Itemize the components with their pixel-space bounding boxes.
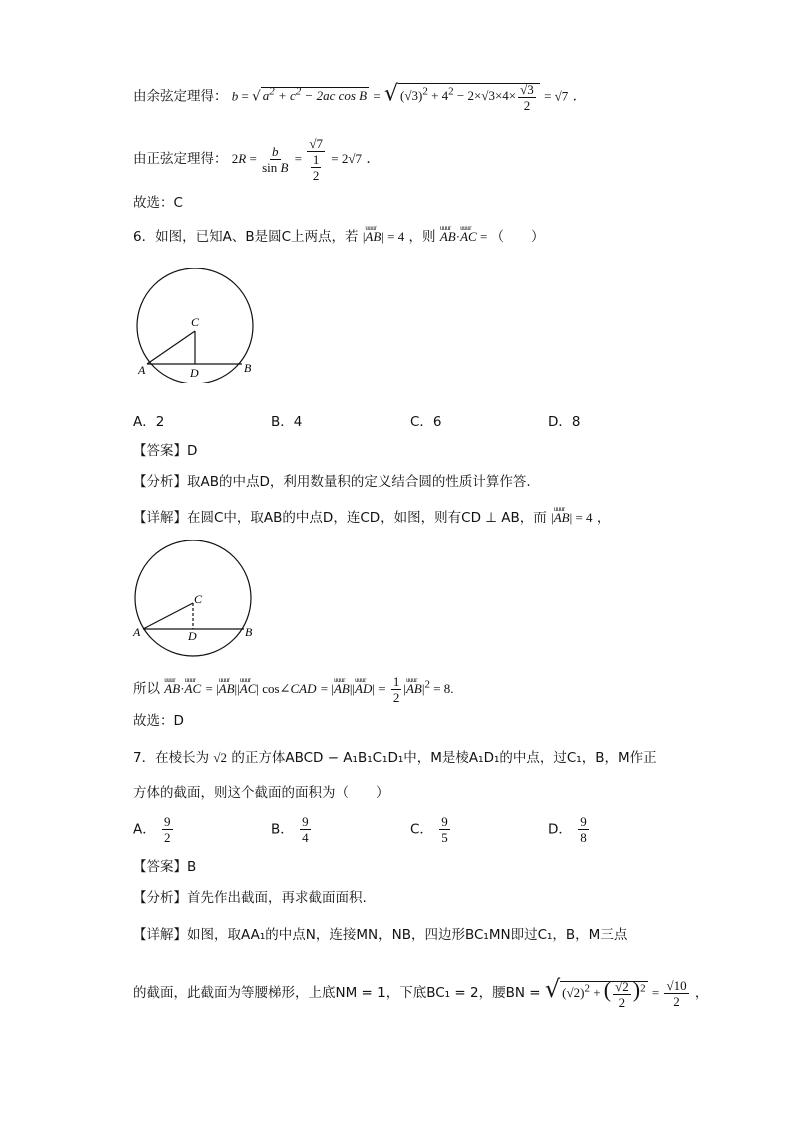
q6-analysis-text: 【分析】取AB的中点D，利用数量积的定义结合圆的性质计算作答.: [133, 474, 531, 490]
q7-analysis: [133, 888, 367, 908]
choose-c-text: 故选：C: [133, 195, 183, 211]
q7-option-c-num: 9: [441, 814, 448, 829]
fig1-label-d: D: [190, 366, 199, 380]
answer-choose-c: [133, 193, 183, 213]
q6-answer-text: 【答案】D: [133, 443, 198, 459]
q7-stem-line1: 7．在棱长为 √2 的正方体ABCD − A₁B₁C₁D₁中，M是棱A₁D₁的中点，过C₁，B，M作正: [133, 750, 657, 766]
q6-analysis: [133, 472, 531, 492]
q7-stem1b: 的正方体ABCD − A₁B₁C₁D₁中，M是棱A₁D₁的中点，过C₁，B，M作正: [231, 750, 657, 766]
q7-option-d: [548, 814, 591, 845]
q6-answer: [133, 441, 197, 461]
q7-analysis-text: 【分析】首先作出截面，再求截面面积.: [133, 890, 367, 906]
q7-option-c-den: 5: [441, 830, 448, 845]
fig2-label-b: B: [245, 625, 253, 639]
fig2-label-a: A: [133, 625, 141, 639]
cosine-law-tail: .: [572, 88, 577, 105]
q7-option-b-den: 4: [302, 830, 309, 845]
cosine-law-line: 由余弦定理得： b = √ $a^2 + c^2 - 2ac$ cos B = √ $(√3)^2 + 4^2 - 2\times√3\times 4\times$ $\frac{√3}{2}$ = √7 .: [133, 81, 577, 113]
q7-option-b-num: 9: [302, 814, 309, 829]
q6-option-b: B．4: [271, 414, 303, 430]
q7-option-d-num: 9: [580, 814, 587, 829]
q7-option-a-den: 2: [164, 830, 171, 845]
sine-law-tail: .: [366, 151, 371, 167]
q6-stem-mid: ，则: [408, 229, 436, 245]
q6-so-line: 所以 uuur AB·uuur AC = |uuur AB||uuur AC| cos∠CAD = |uuur AB||uuur AD| = $\frac{1}{2}$ |uuur $AB|^2 = 8$.: [133, 674, 454, 705]
q6-option-a: A．2: [133, 414, 165, 430]
cosine-law-prefix: 由余弦定理得：: [133, 88, 228, 105]
q7-option-a-label: A．: [133, 821, 156, 838]
q7-option-c: [410, 814, 452, 845]
fig1-label-b: B: [244, 361, 252, 375]
q7-option-b-label: B．: [271, 821, 294, 838]
q7-answer-text: 【答案】B: [133, 859, 197, 875]
q7-detail1-text: 【详解】如图，取AA₁的中点N，连接MN，NB，四边形BC₁MN即过C₁，B，M三点: [133, 927, 628, 943]
fig2-label-d: D: [188, 629, 197, 643]
q7-option-b: [271, 814, 313, 845]
q7-stem1a: 7．在棱长为: [133, 750, 210, 766]
q7-detail-line2: 的截面，此截面为等腰梯形，上底NM = 1，下底BC₁ = 2，腰BN = √ $(√2)^2$ + ( $\frac{√2}{2}$ )$^2$ = $\frac{√10}{2}$ ，: [133, 975, 709, 1010]
sine-law-line: 由正弦定理得： 2R = $\frac{b}{\text{sin B}}$ = $\frac{√7}{\frac{1}{2}}$ = 2√7 .: [133, 136, 371, 183]
q6-detail-text: 【详解】在圆C中，取AB的中点D，连CD，如图，则有CD ⊥ AB，而: [133, 510, 547, 526]
fig1-label-c: C: [191, 315, 200, 329]
q6-stem: 6．如图，已知A、B是圆C上两点，若 |uuur AB| = 4 ，则 uuur AB·uuur AC = （ ）: [133, 227, 545, 247]
q7-option-d-den: 8: [580, 830, 587, 845]
q6-detail-tail: ，: [596, 510, 611, 526]
q6-detail-figure: [128, 540, 263, 658]
q6-choose-text: 故选：D: [133, 713, 184, 729]
q6-circle-figure: [128, 268, 263, 383]
q6-detail: 【详解】在圆C中，取AB的中点D，连CD，如图，则有CD ⊥ AB，而 |uuur AB| = 4 ，: [133, 508, 610, 528]
q7-detail2a-text: 的截面，此截面为等腰梯形，上底NM = 1，下底BC₁ = 2，腰BN =: [133, 985, 541, 1001]
q7-option-a: [133, 814, 175, 845]
q7-answer: [133, 857, 196, 877]
q6-option-c: C．6: [410, 414, 442, 430]
q7-detail2b-text: ，: [694, 985, 709, 1001]
q7-stem2: 方体的截面，则这个截面的面积为（ ）: [133, 785, 390, 801]
q6-choose: [133, 711, 184, 731]
q7-stem-line2: [133, 783, 390, 803]
fig2-label-c: C: [194, 592, 203, 606]
q6-so-text: 所以: [133, 681, 160, 697]
sine-law-prefix: 由正弦定理得：: [133, 151, 228, 167]
q6-stem-text: 6．如图，已知A、B是圆C上两点，若: [133, 229, 359, 245]
q6-option-d: D．8: [548, 414, 581, 430]
q7-option-c-label: C．: [410, 821, 433, 838]
fig1-label-a: A: [138, 363, 146, 377]
q7-option-d-label: D．: [548, 821, 572, 838]
q7-detail-line1: [133, 925, 627, 945]
q6-stem-end: （ ）: [490, 229, 545, 245]
q7-option-a-num: 9: [164, 814, 171, 829]
